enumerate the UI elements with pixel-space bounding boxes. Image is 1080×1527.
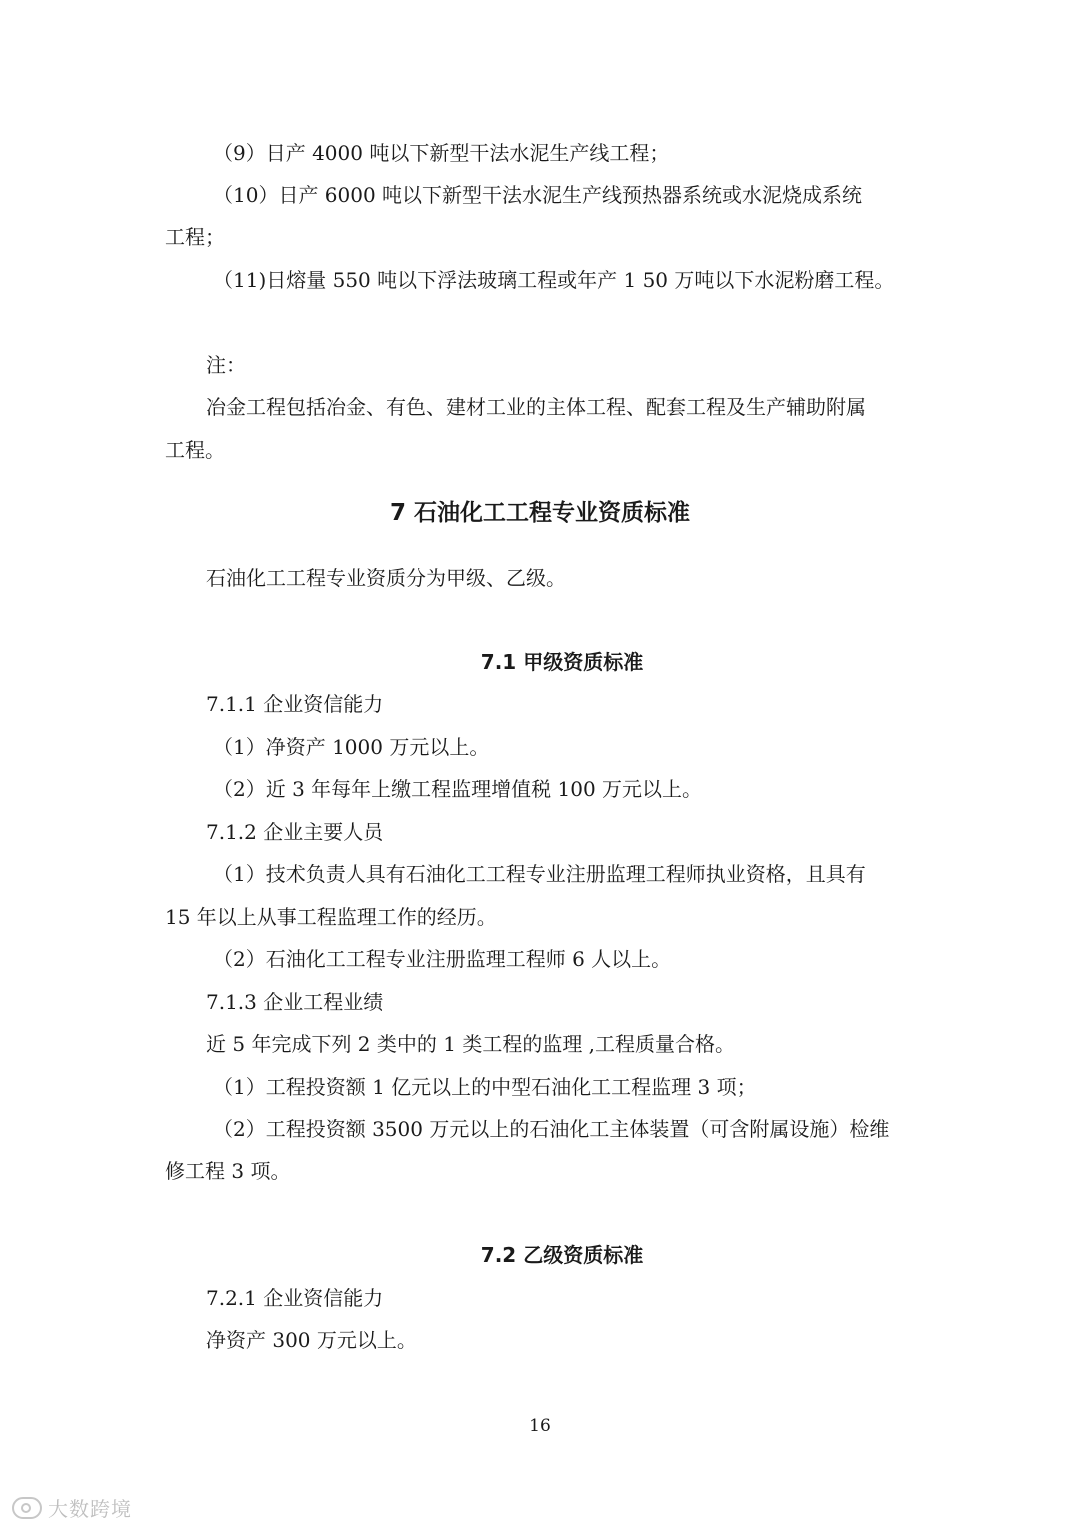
- clause-heading: 7.1.3 企业工程业绩: [206, 990, 384, 1014]
- text-line: 修工程 3 项。: [165, 1159, 291, 1183]
- text-line: 冶金工程包括冶金、有色、建材工业的主体工程、配套工程及生产辅助附属: [206, 395, 866, 419]
- text-line: （1）技术负责人具有石油化工工程专业注册监理工程师执业资格，且具有: [213, 862, 866, 886]
- text-line: （2）近 3 年每年上缴工程监理增值税 100 万元以上。: [213, 777, 703, 801]
- text-line: （10）日产 6000 吨以下新型干法水泥生产线预热器系统或水泥烧成系统: [213, 183, 863, 207]
- clause-heading: 7.2.1 企业资信能力: [206, 1286, 384, 1310]
- watermark-text: 大数跨境: [48, 1497, 132, 1521]
- text-line: 石油化工工程专业资质分为甲级、乙级。: [206, 566, 566, 590]
- clause-heading: 7.1.1 企业资信能力: [206, 692, 384, 716]
- subsection-heading: 7.2 乙级资质标准: [480, 1243, 644, 1267]
- text-line: （1）工程投资额 1 亿元以上的中型石油化工工程监理 3 项；: [213, 1075, 757, 1099]
- text-line: （9）日产 4000 吨以下新型干法水泥生产线工程；: [213, 141, 670, 165]
- watermark: [12, 1493, 132, 1522]
- text-line: （2）石油化工工程专业注册监理工程师 6 人以上。: [213, 947, 672, 971]
- subsection-heading: 7.1 甲级资质标准: [480, 650, 644, 674]
- watermark-logo-icon: [12, 1497, 42, 1519]
- page-number: 16: [529, 1416, 551, 1436]
- text-line: 工程。: [165, 438, 225, 462]
- text-line: 工程；: [165, 225, 225, 249]
- text-line: （11)日熔量 550 吨以下浮法玻璃工程或年产 1 50 万吨以下水泥粉磨工程。: [213, 268, 895, 292]
- text-line: （2）工程投资额 3500 万元以上的石油化工主体装置（可含附属设施）检维: [213, 1117, 890, 1141]
- section-heading: 7 石油化工工程专业资质标准: [389, 500, 690, 526]
- text-line: 15 年以上从事工程监理工作的经历。: [165, 905, 497, 929]
- note-label: 注：: [206, 353, 246, 377]
- text-line: （1）净资产 1000 万元以上。: [213, 735, 490, 759]
- text-line: 近 5 年完成下列 2 类中的 1 类工程的监理 ,工程质量合格。: [206, 1032, 736, 1056]
- text-line: 净资产 300 万元以上。: [206, 1328, 417, 1352]
- clause-heading: 7.1.2 企业主要人员: [206, 820, 384, 844]
